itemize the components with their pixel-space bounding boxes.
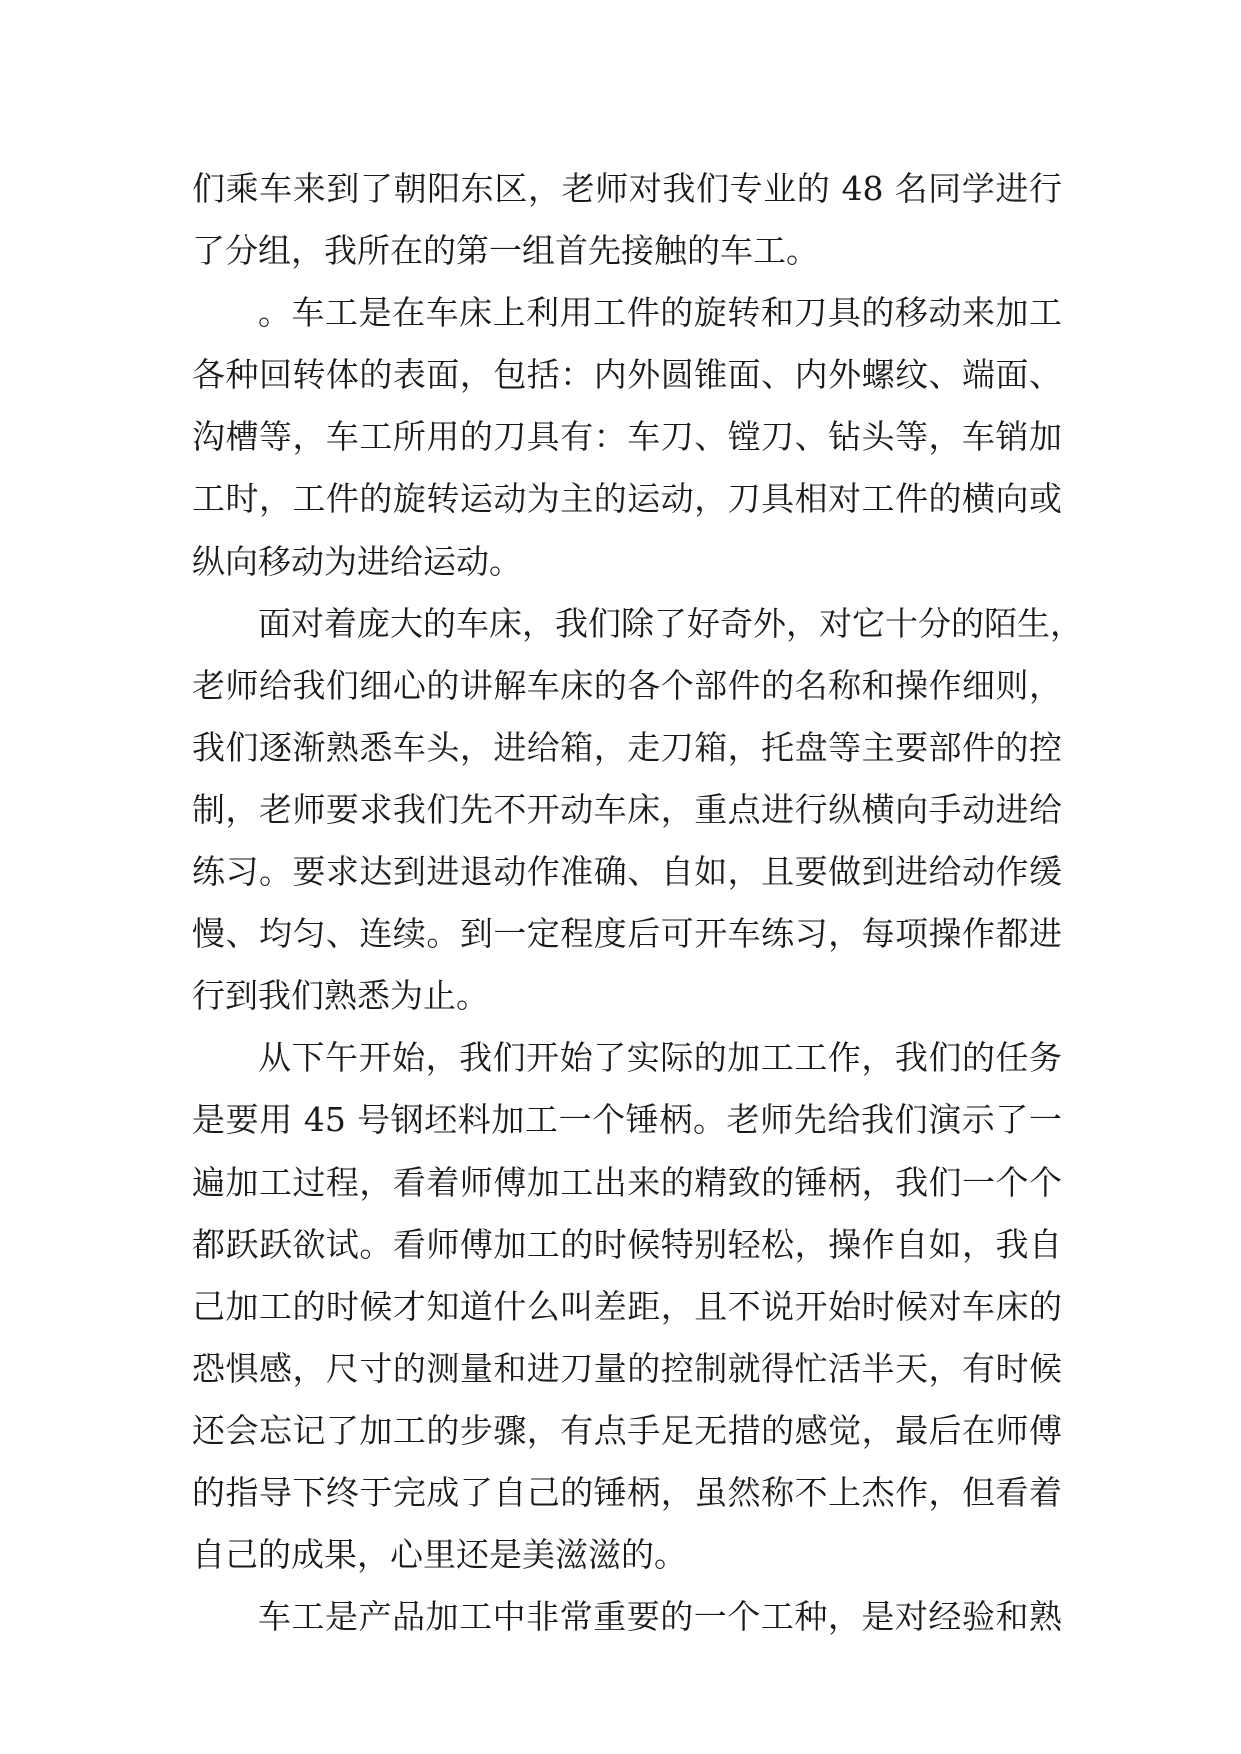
body-text (192, 158, 1083, 1648)
text-line: 沟槽等，车工所用的刀具有：车刀、镗刀、钻头等，车销加 (192, 417, 1062, 457)
text-line: 纵向移动为进给运动。 (192, 541, 522, 581)
text-line: 们乘车来到了朝阳东区，老师对我们专业的 48 名同学进行 (192, 169, 1062, 208)
text-line: 是要用 45 号钢坯料加工一个锤柄。老师先给我们演示了一 (192, 1100, 1062, 1140)
text-line: 了分组，我所在的第一组首先接触的车工。 (192, 231, 819, 271)
text-line: 行到我们熟悉为止。 (192, 976, 489, 1016)
text-line: 己加工的时候才知道什么叫差距，且不说开始时候对车床的 (192, 1286, 1062, 1326)
text-line: 慢、均匀、连续。到一定程度后可开车练习，每项操作都进 (192, 914, 1062, 954)
text-line: 。车工是在车床上利用工件的旋转和刀具的移动来加工 (258, 293, 1062, 333)
text-line: 各种回转体的表面，包括：内外圆锥面、内外螺纹、端面、 (192, 355, 1062, 395)
text-line: 恐惧感，尺寸的测量和进刀量的控制就得忙活半天，有时候 (192, 1348, 1062, 1388)
text-line: 老师给我们细心的讲解车床的各个部件的名称和操作细则， (192, 665, 1062, 705)
text-line: 从下午开始，我们开始了实际的加工工作，我们的任务 (258, 1038, 1062, 1078)
text-line: 还会忘记了加工的步骤，有点手足无措的感觉，最后在师傅 (192, 1410, 1062, 1450)
text-line: 的指导下终于完成了自己的锤柄，虽然称不上杰作，但看着 (192, 1472, 1062, 1512)
text-line: 我们逐渐熟悉车头，进给箱，走刀箱，托盘等主要部件的控 (192, 727, 1062, 767)
text-line: 自己的成果，心里还是美滋滋的。 (192, 1535, 687, 1575)
text-line: 面对着庞大的车床，我们除了好奇外，对它十分的陌生， (258, 603, 1083, 643)
text-line: 遍加工过程，看着师傅加工出来的精致的锤柄，我们一个个 (192, 1162, 1062, 1202)
text-line: 工时，工件的旋转运动为主的运动，刀具相对工件的横向或 (192, 479, 1062, 519)
text-line: 都跃跃欲试。看师傅加工的时候特别轻松，操作自如，我自 (192, 1224, 1062, 1264)
text-line: 车工是产品加工中非常重要的一个工种，是对经验和熟 (258, 1597, 1062, 1637)
text-line: 制，老师要求我们先不开动车床，重点进行纵横向手动进给 (192, 789, 1062, 829)
text-line: 练习。要求达到进退动作准确、自如，且要做到进给动作缓 (192, 852, 1062, 892)
